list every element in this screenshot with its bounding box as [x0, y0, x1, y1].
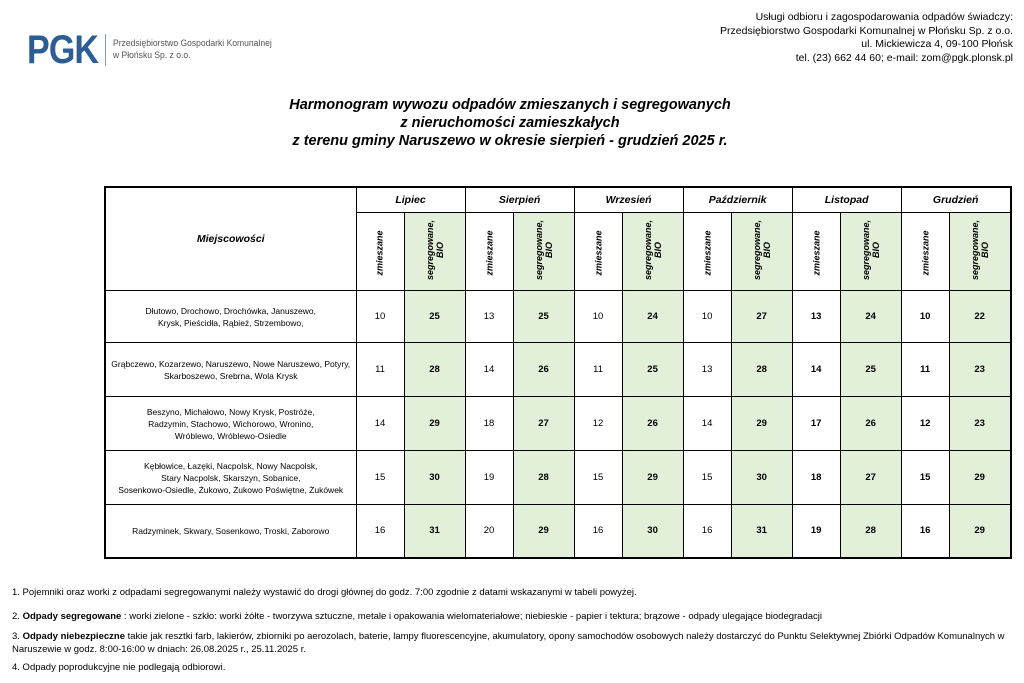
note-2-text: : worki zielone - szkło: worki żółte - tworzywa sztuczne, metale i opakowania wielomateriałowe; niebieskie - papier i tektura; brązowe - odpady ulegające biodegradacji: [121, 611, 822, 622]
subheader-segregated: [731, 213, 792, 291]
segregated-date-cell: 29: [949, 505, 1011, 558]
mixed-date-cell: 16: [901, 505, 949, 558]
logo-text-line2: w Płońsku Sp. z o.o.: [112, 50, 191, 61]
segregated-date-cell: 28: [404, 343, 465, 397]
schedule-table: [104, 186, 1012, 559]
segregated-date-cell: 25: [404, 291, 465, 343]
mixed-date-cell: 10: [574, 291, 622, 343]
note-2-bold: Odpady segregowane: [22, 611, 122, 622]
segregated-date-cell: 29: [622, 451, 683, 505]
subheader-mixed: [465, 213, 513, 291]
segregated-date-cell: 23: [949, 343, 1011, 397]
mixed-date-cell: 12: [574, 397, 622, 451]
provider-info: [720, 11, 1013, 65]
note-1: 1. Pojemniki oraz worki z odpadami segregowanymi należy wystawić do drogi głównej do godz. 7:00 zgodnie z datami wskazanymi w tabeli powyżej.: [12, 587, 637, 598]
subheader-segregated: [622, 213, 683, 291]
subheader-seg-line2: BIO: [652, 242, 663, 259]
location-line: Beszyno, Michałowo, Nowy Krysk, Postróże,: [146, 406, 315, 417]
table-row: [105, 343, 1011, 397]
note-3-text: takie jak resztki farb, lakierów, zbiorniki po aerozolach, baterie, lampy fluorescencyjne, akumulatory, opony samochodów osobowych należy dostarczyć do Punktu Selektywnej Zbiórki Odpadów Komunalnych w Naruszewie w godz. 8:00-16:00 w dniach: 26.08.2025 r., 25.11.2025 r.: [12, 631, 1005, 655]
segregated-date-cell: 29: [513, 505, 574, 558]
mixed-date-cell: 18: [465, 397, 513, 451]
segregated-date-cell: 23: [949, 397, 1011, 451]
mixed-date-cell: 14: [683, 397, 731, 451]
subheader-mixed-label: zmieszane: [484, 229, 495, 276]
segregated-date-cell: 27: [840, 451, 901, 505]
segregated-date-cell: 26: [513, 343, 574, 397]
subheader-mixed-label: zmieszane: [375, 229, 385, 276]
mixed-date-cell: 19: [465, 451, 513, 505]
segregated-date-cell: 31: [404, 505, 465, 558]
segregated-date-cell: 28: [840, 505, 901, 558]
logo-divider: [105, 34, 106, 66]
location-line: Krysk, Pieścidła, Rąbież, Strzembowo,: [158, 317, 304, 328]
subheader-mixed: [683, 213, 731, 291]
location-cell: [105, 505, 356, 558]
month-header: Październik: [683, 187, 792, 213]
location-line: Wróblewo, Wróblewo-Osiedle: [174, 430, 287, 441]
provider-line2: Przedsiębiorstwo Gospodarki Komunalnej w Płońsku Sp. z o.o.: [720, 24, 1013, 37]
segregated-date-cell: 29: [404, 397, 465, 451]
subheader-segregated-label: [643, 220, 663, 280]
subheader-seg-line2: BIO: [761, 242, 772, 259]
subheader-mixed-label: zmieszane: [920, 229, 931, 276]
segregated-date-cell: 22: [949, 291, 1011, 343]
location-cell: [105, 397, 356, 451]
segregated-date-cell: 29: [949, 451, 1011, 505]
table-row: [105, 397, 1011, 451]
provider-contact: tel. (23) 662 44 60; e-mail: zom@pgk.plonsk.pl: [795, 51, 1013, 64]
mixed-date-cell: 13: [683, 343, 731, 397]
subheader-segregated-label: [534, 220, 554, 280]
subheader-segregated: [404, 213, 465, 291]
note-3: [12, 630, 1012, 656]
segregated-date-cell: 27: [513, 397, 574, 451]
subheader-segregated: [949, 213, 1011, 291]
mixed-date-cell: 11: [901, 343, 949, 397]
mixed-date-cell: 13: [792, 291, 840, 343]
location-header: Miejscowości: [105, 187, 356, 291]
provider-line1: Usługi odbioru i zagospodarowania odpadów świadczy:: [755, 11, 1013, 23]
subheader-seg-line1: segregowane,: [533, 219, 544, 281]
subheader-segregated-label: [970, 220, 990, 280]
subheader-mixed: [901, 213, 949, 291]
provider-address: ul. Mickiewicza 4, 09-100 Płońsk: [861, 38, 1013, 50]
segregated-date-cell: 24: [622, 291, 683, 343]
location-cell: [105, 291, 356, 343]
location-line: Radzyminek, Skwary, Sosenkowo, Troski, Zaborowo: [132, 525, 330, 536]
subheader-segregated-label: [752, 220, 772, 280]
location-line: Skarboszewo, Srebrna, Wola Krysk: [163, 370, 298, 381]
mixed-date-cell: 11: [356, 343, 404, 397]
segregated-date-cell: 29: [731, 397, 792, 451]
segregated-date-cell: 26: [622, 397, 683, 451]
mixed-date-cell: 10: [683, 291, 731, 343]
subheader-seg-line1: segregowane,: [751, 219, 762, 281]
mixed-date-cell: 17: [792, 397, 840, 451]
document-title: [200, 96, 820, 150]
logo-text-line1: Przedsiębiorstwo Gospodarki Komunalnej: [112, 38, 272, 49]
segregated-date-cell: 25: [622, 343, 683, 397]
subheader-seg-line2: BIO: [543, 242, 554, 259]
month-header-row: [105, 187, 1011, 213]
month-header: Lipiec: [356, 187, 465, 213]
subheader-seg-line2: BIO: [434, 242, 445, 259]
month-header: Listopad: [792, 187, 901, 213]
segregated-date-cell: 31: [731, 505, 792, 558]
mixed-date-cell: 14: [465, 343, 513, 397]
mixed-date-cell: 16: [574, 505, 622, 558]
table-row: [105, 451, 1011, 505]
mixed-date-cell: 15: [683, 451, 731, 505]
note-2: [12, 610, 822, 623]
location-line: Grąbczewo, Kozarzewo, Naruszewo, Nowe Naruszewo, Potyry,: [111, 358, 351, 369]
month-header: Wrzesień: [574, 187, 683, 213]
subheader-mixed: [356, 213, 404, 291]
segregated-date-cell: 26: [840, 397, 901, 451]
note-4: 4. Odpady poprodukcyjne nie podlegają odbiorowi.: [12, 662, 226, 673]
mixed-date-cell: 16: [356, 505, 404, 558]
mixed-date-cell: 11: [574, 343, 622, 397]
location-cell: [105, 451, 356, 505]
segregated-date-cell: 28: [731, 343, 792, 397]
pgk-logo: [27, 30, 289, 70]
location-line: Stary Nacpolsk, Skarszyn, Sobanice,: [161, 472, 301, 483]
segregated-date-cell: 25: [513, 291, 574, 343]
mixed-date-cell: 10: [356, 291, 404, 343]
subheader-segregated-label: [425, 220, 445, 280]
subheader-mixed: [574, 213, 622, 291]
mixed-date-cell: 12: [901, 397, 949, 451]
subheader-mixed-label: zmieszane: [702, 229, 713, 276]
title-line3: z terenu gminy Naruszewo w okresie sierpień - grudzień 2025 r.: [292, 133, 728, 149]
month-header: Grudzień: [901, 187, 1011, 213]
mixed-date-cell: 14: [792, 343, 840, 397]
note-2-prefix: 2.: [12, 611, 23, 622]
subheader-seg-line2: BIO: [870, 242, 881, 259]
location-line: Kębłowice, Łazęki, Nacpolsk, Nowy Nacpolsk,: [144, 460, 318, 471]
logo-mark: PGK: [27, 28, 99, 72]
month-header: Sierpień: [465, 187, 574, 213]
subheader-segregated: [513, 213, 574, 291]
location-line: Radzymin, Stachowo, Wichorowo, Wronino,: [148, 418, 314, 429]
subheader-seg-line1: segregowane,: [860, 219, 871, 281]
logo-text: [113, 38, 272, 62]
note-3-prefix: 3.: [12, 631, 23, 642]
mixed-date-cell: 14: [356, 397, 404, 451]
mixed-date-cell: 15: [574, 451, 622, 505]
mixed-date-cell: 13: [465, 291, 513, 343]
segregated-date-cell: 30: [404, 451, 465, 505]
subheader-seg-line1: segregowane,: [642, 219, 653, 281]
segregated-date-cell: 27: [731, 291, 792, 343]
location-cell: [105, 343, 356, 397]
subheader-mixed: [792, 213, 840, 291]
table-row: [105, 291, 1011, 343]
subheader-seg-line1: segregowane,: [424, 219, 435, 281]
segregated-date-cell: 30: [731, 451, 792, 505]
segregated-date-cell: 30: [622, 505, 683, 558]
subheader-seg-line1: segregowane,: [969, 219, 980, 281]
mixed-date-cell: 15: [356, 451, 404, 505]
subheader-mixed-label: zmieszane: [811, 229, 822, 276]
location-line: Sosenkowo-Osiedle, Żukowo, Żukowo Poświętne, Żukówek: [118, 484, 344, 495]
note-3-bold: Odpady niebezpieczne: [22, 631, 125, 642]
subheader-mixed-label: zmieszane: [593, 229, 604, 276]
mixed-date-cell: 19: [792, 505, 840, 558]
location-line: Dłutowo, Drochowo, Drochówka, Januszewo,: [145, 305, 317, 316]
title-line1: Harmonogram wywozu odpadów zmieszanych i segregowanych: [289, 97, 731, 113]
subheader-segregated: [840, 213, 901, 291]
mixed-date-cell: 20: [465, 505, 513, 558]
table-row: [105, 505, 1011, 558]
subheader-segregated-label: [861, 220, 881, 280]
mixed-date-cell: 15: [901, 451, 949, 505]
mixed-date-cell: 10: [901, 291, 949, 343]
title-line2: z nieruchomości zamieszkałych: [400, 115, 620, 131]
segregated-date-cell: 28: [513, 451, 574, 505]
segregated-date-cell: 25: [840, 343, 901, 397]
segregated-date-cell: 24: [840, 291, 901, 343]
subheader-seg-line2: BIO: [979, 242, 990, 259]
mixed-date-cell: 18: [792, 451, 840, 505]
mixed-date-cell: 16: [683, 505, 731, 558]
